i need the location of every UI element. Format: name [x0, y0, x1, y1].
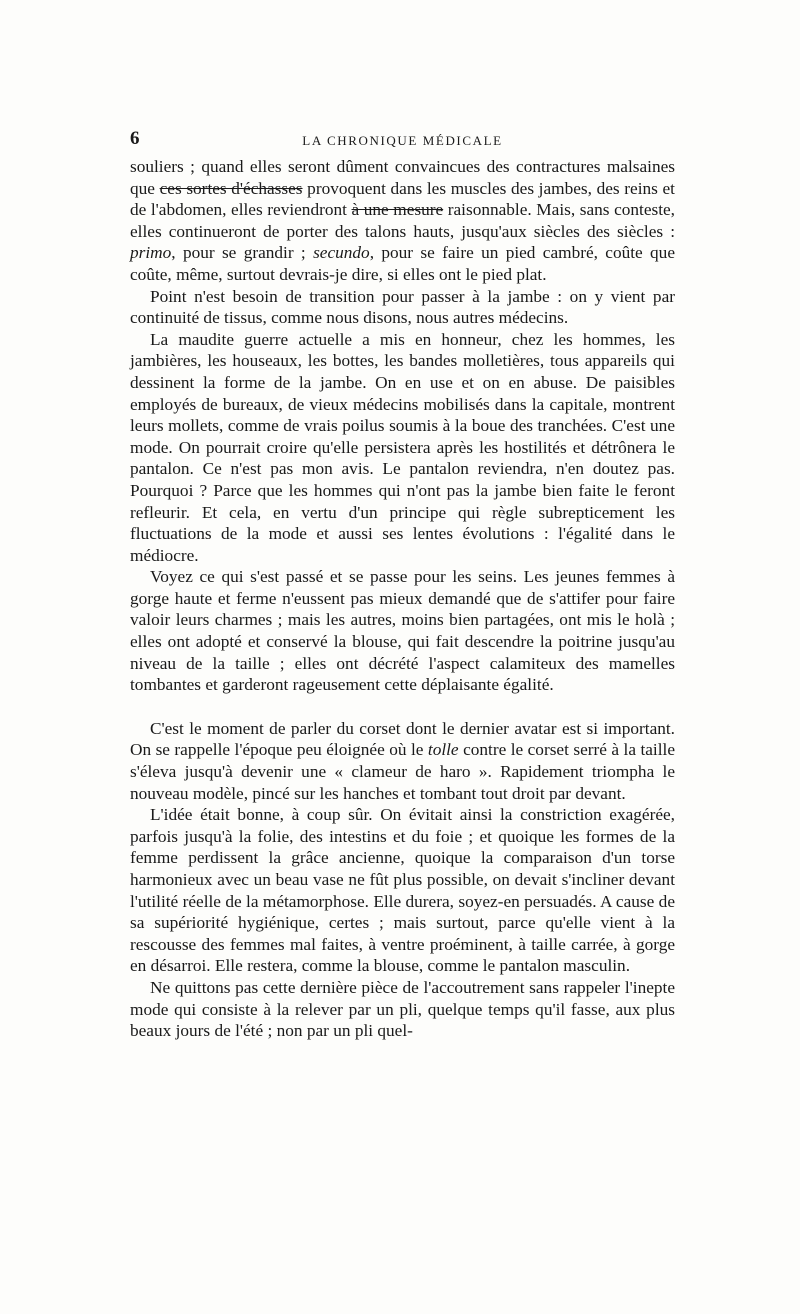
text-run: C'est le moment de parler du corset dont le dernier avatar est si important. On se rappelle l'époque peu éloignée où le	[130, 718, 675, 760]
text-run: La maudite guerre actuelle a mis en honneur, chez les hommes, les jambières, les houseaux, les bottes, les bandes molletières, tous appareils qui dessinent la forme de la jambe. On en use et on en abuse. De paisibles employés de bureaux, de vieux médecins mobilisés dans la capitale, montrent leurs mollets, comme de vrais poilus soumis à la boue des tranchées. C'est une mode. On pourrait croire qu'elle persistera après les hostilités et détrônera le pantalon. Ce n'est pas mon avis. Le pantalon reviendra, n'en doutez pas. Pourquoi ? Parce que les hommes qui n'ont pas la jambe bien faite le feront refleurir. Et cela, en vertu d'un principe qui règle subrepticement les fluctuations de la mode et aussi ses lentes évolutions : l'égalité dans le médiocre.	[130, 329, 675, 565]
text-run: souliers ; quand elles seront dûment convaincues des contractures malsaines que	[130, 157, 675, 198]
text-run: , pour se faire un pied cambré, coûte que coûte, même, surtout devrais-je dire, si elles ont le pied plat.	[130, 243, 675, 284]
paragraph	[130, 286, 675, 329]
paragraph	[130, 156, 675, 286]
paragraph	[130, 977, 675, 1042]
text-run: L'idée était bonne, à coup sûr. On évitait ainsi la constriction exagérée, parfois jusqu'à la folie, des intestins et du foie ; et quoique les formes de la femme perdissent la grâce ancienne, quoique la comparaison d'un torse harmonieux avec un beau vase ne fût plus possible, on devait s'incliner devant l'utilité réelle de la métamorphose. Elle durera, soyez-en persuadés. A cause de sa supériorité hygiénique, certes ; mais surtout, parce qu'elle vient à la rescousse des femmes mal faites, à ventre proéminent, à taille carrée, à gorge en désarroi. Elle restera, comme la blouse, comme le pantalon masculin.	[130, 805, 675, 976]
struck-text: à une mesure	[351, 200, 444, 220]
page-number: 6	[130, 128, 140, 149]
running-title: LA CHRONIQUE MÉDICALE	[302, 133, 503, 148]
text-run: raisonnable. Mais, sans conteste, elles continueront de porter des talons hauts, jusqu'aux siècles des siècles :	[130, 200, 676, 241]
text-run: contre le corset serré à la taille s'éleva jusqu'à devenir une « clameur de haro ». Rapidement triompha le nouveau modèle, pincé sur les hanches et tombant tout droit par devant.	[130, 740, 675, 803]
struck-text: ces sortes d'échasses	[159, 178, 303, 198]
paragraph	[130, 718, 675, 804]
text-run: , pour se grandir ;	[171, 243, 314, 263]
text-run: provoquent dans les muscles des jambes, des reins et de l'abdomen, elles reviendront	[130, 178, 675, 220]
page-header	[130, 128, 675, 152]
article-body	[130, 156, 675, 1042]
paragraph	[130, 566, 675, 696]
paragraph	[130, 804, 675, 977]
italic-term: tolle	[427, 740, 459, 760]
text-run: Point n'est besoin de transition pour passer à la jambe : on y vient par continuité de tissus, comme nous disons, nous autres médecins.	[130, 286, 675, 328]
italic-term: primo	[130, 243, 172, 263]
paragraph	[130, 329, 675, 567]
text-run: Voyez ce qui s'est passé et se passe pour les seins. Les jeunes femmes à gorge haute et ferme n'eussent pas mieux demandé que de s'attifer pour faire valoir leurs charmes ; mais les autres, moins bien partagées, ont mis le holà ; elles ont adopté et conservé la blouse, qui fait descendre la poitrine jusqu'au niveau de la taille ; elles ont décrété l'aspect calamiteux des mamelles tombantes et garderont rageusement cette déplaisante égalité.	[130, 567, 675, 695]
italic-term: secundo	[313, 243, 370, 263]
text-run: Ne quittons pas cette dernière pièce de l'accoutrement sans rappeler l'inepte mode qui consiste à la relever par un pli, quelque temps qu'il fasse, aux plus beaux jours de l'été ; non par un pli quel-	[130, 977, 675, 1041]
